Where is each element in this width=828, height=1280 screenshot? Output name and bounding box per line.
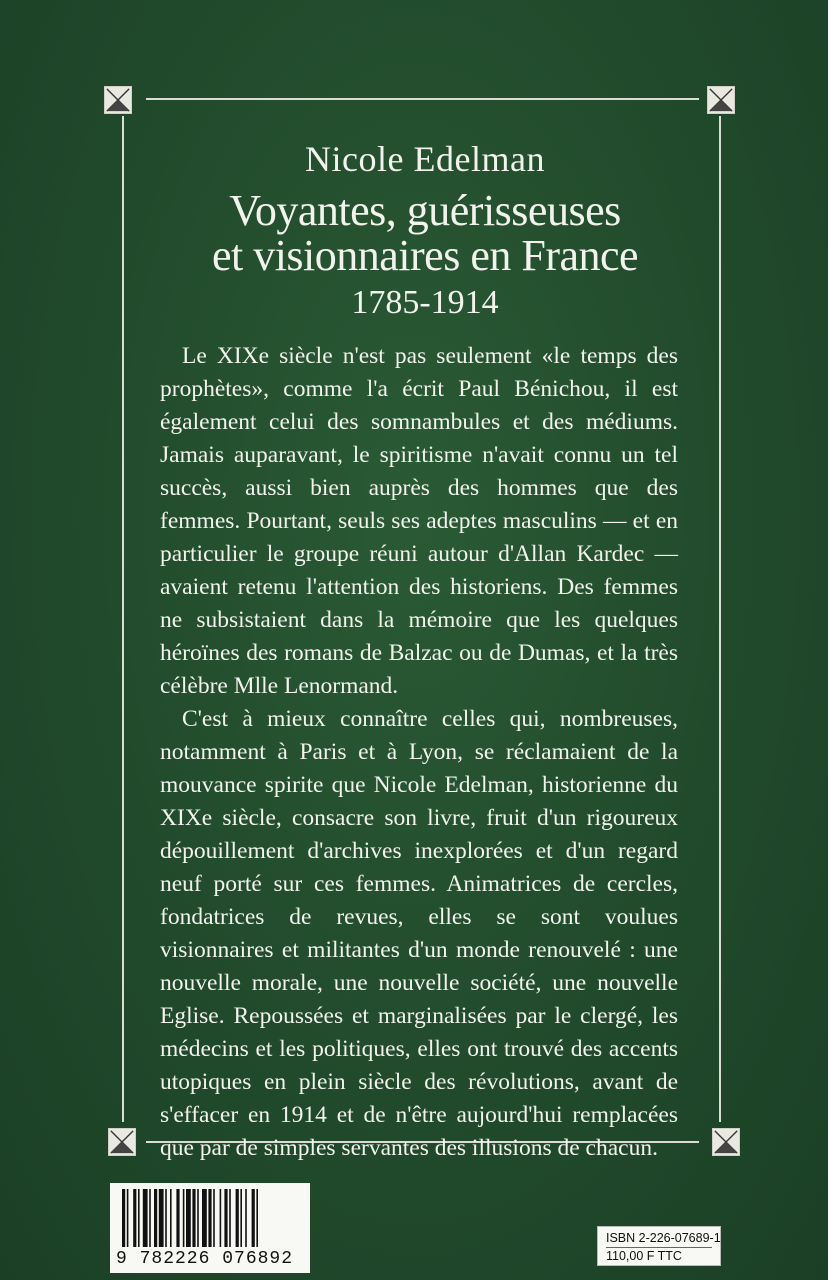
barcode-digits: 9 782226 076892: [116, 1249, 294, 1269]
frame-top-line: [146, 98, 699, 100]
frame-left-line: [122, 116, 124, 1122]
author-name: Nicole Edelman: [305, 139, 545, 179]
corner-ornament-icon: [104, 86, 132, 114]
price-box: [597, 1226, 721, 1266]
blurb-paragraph-1: Le XIXe siècle n'est pas seulement «le temps des prophètes», comme l'a écrit Paul Bénichou, il est également celui des somnambules et des médiums. Jamais auparavant, le spiritisme n'avait connu un tel succès, aussi bien auprès des hommes que des femmes. Pourtant, seuls ses adeptes masculins — et en particulier le groupe réuni autour d'Allan Kardec — avaient retenu l'attention des historiens. Des femmes ne subsistaient dans la mémoire que les quelques héroïnes des romans de Balzac ou de Dumas, et la très célèbre Mlle Lenormand.: [160, 343, 678, 699]
corner-ornament-icon: [707, 86, 735, 114]
isbn-label: ISBN 2-226-07689-1: [606, 1230, 712, 1248]
book-title-line2: et visionnaires en France: [211, 231, 639, 280]
book-title-line1: Voyantes, guérisseuses: [229, 186, 621, 235]
barcode: [110, 1183, 310, 1273]
blurb-paragraph-2: C'est à mieux connaître celles qui, nombreuses, notamment à Paris et à Lyon, se réclamaient de la mouvance spirite que Nicole Edelman, historienne du XIXe siècle, consacre son livre, fruit d'un rigoureux dépouillement d'archives inexplorées et d'un regard neuf porté sur ces femmes. Animatrices de cercles, fondatrices de revues, elles se sont voulues visionnaires et militantes d'un monde renouvelé : une nouvelle morale, une nouvelle société, une nouvelle Eglise. Repoussées et marginalisées par le clergé, les médecins et les politiques, elles ont trouvé des accents utopiques en plein siècle des révolutions, avant de s'effacer en 1914 et de n'être aujourd'hui remplacées que par de simples servantes des illusions de chacun.: [160, 706, 678, 1161]
corner-ornament-icon: [712, 1128, 740, 1156]
book-years: 1785-1914: [351, 284, 499, 321]
corner-ornament-icon: [108, 1128, 136, 1156]
price-label: 110,00 F TTC: [606, 1249, 682, 1263]
back-cover-blurb: [160, 340, 678, 1165]
barcode-bars-icon: [122, 1189, 298, 1247]
